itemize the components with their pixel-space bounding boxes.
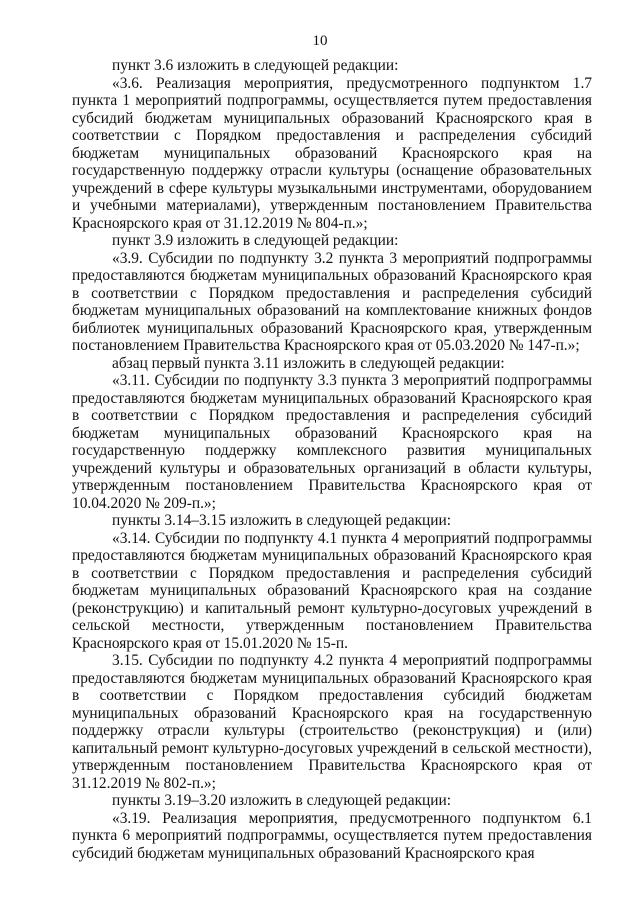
document-body: [72, 57, 592, 862]
page-number: 10: [312, 33, 328, 49]
paragraph-clause-3-14: «3.14. Субсидии по подпункту 4.1 пункта 4 мероприятий подпрограммы предоставляются бюджетам муниципальных образований Красноярского края в соответствии с Порядком предоставления и распределения субсидий бюджетам муниципальных образований Красноярского края на создание (реконструкцию) и капитальный ремонт культурно-досуговых учреждений в сельской местности, утвержденным постановлением Правительства Красноярского края от 15.01.2020 № 15-п.: [72, 529, 592, 652]
paragraph-clause-3-6: «3.6. Реализация мероприятия, предусмотренного подпунктом 1.7 пункта 1 мероприятий подпрограммы, осуществляется путем предоставления субсидий бюджетам муниципальных образований Красноярского края в соответствии с Порядком предоставления и распределения субсидий бюджетам муниципальных образований Красноярского края на государственную поддержку отрасли культуры (оснащение образовательных учреждений в сфере культуры музыкальными инструментами, оборудованием и учебными материалами), утвержденным постановлением Правительства Красноярского края от 31.12.2019 № 804-п.»;: [72, 74, 592, 232]
paragraph-instruction-3-6: пункт 3.6 изложить в следующей редакции:: [112, 57, 399, 74]
paragraph-clause-3-9: «3.9. Субсидии по подпункту 3.2 пункта 3 мероприятий подпрограммы предоставляются бюджетам муниципальных образований Красноярского края в соответствии с Порядком предоставления и распределения субсидий бюджетам муниципальных образований на комплектование книжных фондов библиотек муниципальных образований Красноярского края, утвержденным постановлением Правительства Красноярского края от 05.03.2020 № 147-п.»;: [72, 249, 592, 354]
paragraph-clause-3-19: «3.19. Реализация мероприятия, предусмотренного подпунктом 6.1 пункта 6 мероприятий подпрограммы, осуществляется путем предоставления субсидий бюджетам муниципальных образований Красноярского края: [72, 809, 592, 862]
paragraph-instruction-3-11: абзац первый пункта 3.11 изложить в следующей редакции:: [112, 354, 505, 372]
paragraph-instruction-3-14: пункты 3.14–3.15 изложить в следующей редакции:: [112, 512, 452, 529]
paragraph-instruction-3-9: пункт 3.9 изложить в следующей редакции:: [112, 232, 399, 249]
paragraph-clause-3-11: «3.11. Субсидии по подпункту 3.3 пункта 3 мероприятий подпрограммы предоставляются бюджетам муниципальных образований Красноярского края в соответствии с Порядком предоставления и распределения субсидий бюджетам муниципальных образований Красноярского края на государственную поддержку комплексного развития муниципальных учреждений культуры и образовательных организаций в области культуры, утвержденным постановлением Правительства Красноярского края от 10.04.2020 № 209-п.»;: [72, 372, 592, 512]
paragraph-clause-3-15: 3.15. Субсидии по подпункту 4.2 пункта 4 мероприятий подпрограммы предоставляются бюджетам муниципальных образований Красноярского края в соответствии с Порядком предоставления субсидий бюджетам муниципальных образований Красноярского края на государственную поддержку отрасли культуры (строительство (реконструкция) и (или) капитальный ремонт культурно-досуговых учреждений в сельской местности), утвержденным постановлением Правительства Красноярского края от 31.12.2019 № 802-п.»;: [72, 652, 592, 792]
paragraph-instruction-3-19: пункты 3.19–3.20 изложить в следующей редакции:: [112, 792, 452, 809]
